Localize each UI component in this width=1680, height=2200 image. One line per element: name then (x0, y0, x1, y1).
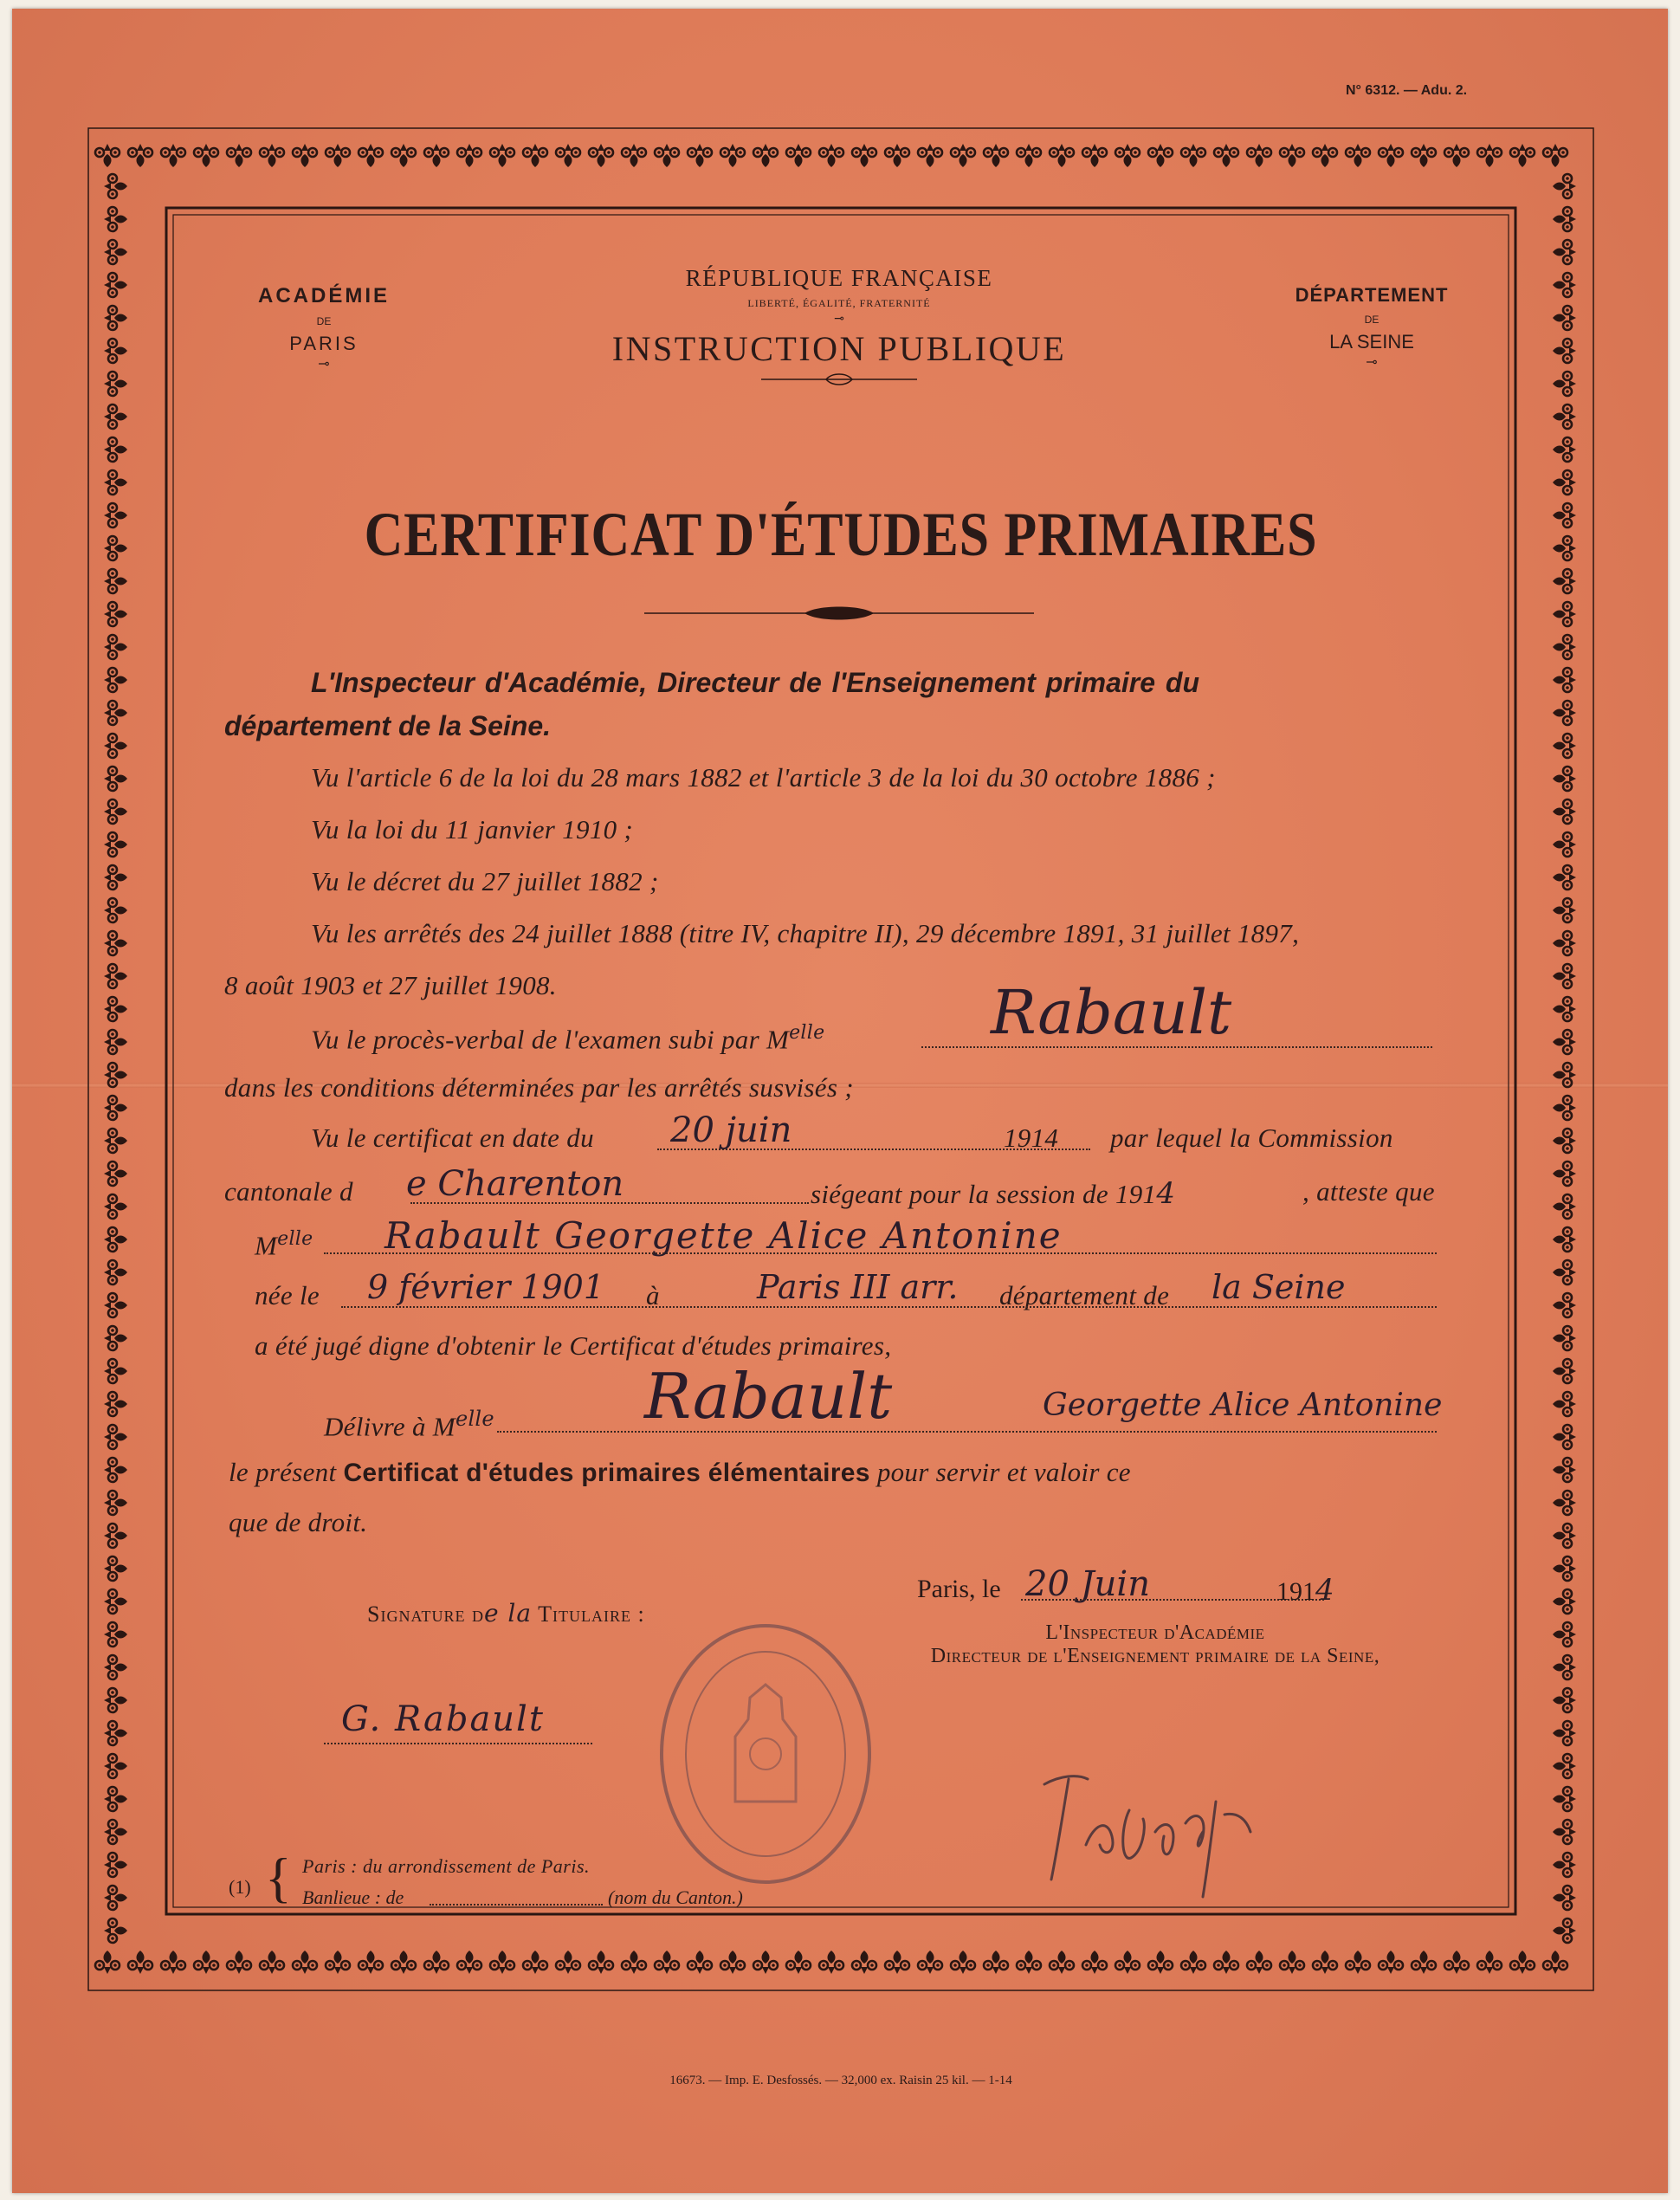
note-line2-b: (nom du Canton.) (608, 1886, 743, 1908)
border-ornament-icon (104, 1556, 127, 1581)
border-ornament-icon (95, 1951, 120, 1974)
border-ornament-icon (104, 832, 127, 857)
vu5-suffix: elle (789, 1022, 825, 1044)
border-ornament-icon (852, 144, 876, 167)
vu5-text: Vu le procès-verbal de l'examen subi par M (311, 1024, 790, 1055)
border-ornament-icon (1148, 144, 1173, 167)
border-ornament-icon (1553, 1688, 1576, 1712)
border-ornament-icon (1553, 1886, 1576, 1910)
border-ornament-icon (104, 668, 127, 692)
border-ornament-icon (293, 1951, 317, 1974)
border-ornament-icon (104, 1622, 127, 1647)
official-stamp (653, 1615, 878, 1893)
cert-line3 (255, 1228, 313, 1261)
vu-clause-4b: 8 août 1903 et 27 juillet 1908. (224, 970, 557, 1000)
signature-label-end: Titulaire : (532, 1601, 645, 1627)
border-ornament-icon (984, 1951, 1008, 1974)
note-marker: (1) (229, 1876, 251, 1898)
border-ornament-icon (104, 1194, 127, 1219)
border-ornament-icon (1553, 1622, 1576, 1647)
border-ornament-icon (1181, 144, 1205, 167)
border-ornament-icon (104, 1721, 127, 1745)
fill-line (324, 1743, 592, 1744)
border-ornament-icon (1313, 144, 1337, 167)
holder-signature: G. Rabault (341, 1699, 545, 1739)
certificate-sheet (12, 9, 1668, 2193)
border-ornament-icon (1553, 767, 1576, 791)
vu-clause-3: Vu le décret du 27 juillet 1882 ; (311, 866, 659, 896)
academy-block (220, 284, 428, 372)
signature-label-handwritten: e la (483, 1599, 533, 1627)
border-ornament-icon (104, 1227, 127, 1252)
border-ornament-icon (104, 1524, 127, 1548)
border-ornament-icon (1553, 1359, 1576, 1383)
border-ornament-icon (104, 1326, 127, 1350)
border-ornament-icon (104, 1392, 127, 1416)
border-ornament-icon (1553, 1392, 1576, 1416)
border-ornament-icon (104, 1161, 127, 1186)
cert-line7 (229, 1457, 1131, 1488)
border-ornament-icon (1082, 144, 1107, 167)
border-ornament-icon (128, 1951, 152, 1974)
republic-label: RÉPUBLIQUE FRANÇAISE (685, 265, 993, 291)
border-ornament-icon (1553, 1293, 1576, 1317)
border-ornament-icon (104, 767, 127, 791)
department-de: DE (1364, 314, 1380, 326)
border-ornament-icon (1181, 1951, 1205, 1974)
border-ornament-icon (95, 144, 120, 167)
note-line2-a: Banlieue : de (302, 1886, 404, 1908)
border-ornament-icon (1553, 1458, 1576, 1482)
border-ornament-icon (1214, 144, 1238, 167)
place-date-label: Paris, le (917, 1575, 1001, 1603)
border-ornament-icon (1553, 1425, 1576, 1449)
border-ornament-icon (885, 1951, 909, 1974)
border-ornament-icon (104, 306, 127, 330)
border-ornament-icon (1543, 144, 1567, 167)
border-ornament-icon (161, 144, 185, 167)
border-ornament-icon (1553, 799, 1576, 824)
vu-clause-5 (311, 1022, 824, 1055)
border-ornament-icon (1553, 536, 1576, 560)
flourish-icon: ⊸ (1366, 355, 1378, 370)
issue-date-handwritten: 20 Juin (1025, 1564, 1150, 1604)
border-ornament-icon (1553, 734, 1576, 758)
mlle-prefix: M (255, 1230, 278, 1261)
exam-year: 1914 (1004, 1123, 1059, 1153)
border-ornament-icon (1543, 1951, 1567, 1974)
border-ornament-icon (104, 701, 127, 725)
border-ornament-icon (104, 470, 127, 495)
border-ornament-icon (1553, 273, 1576, 297)
vu-clause-4a: Vu les arrêtés des 24 juillet 1888 (titre IV, chapitre II), 29 décembre 1891, 31 juillet 1897, (311, 918, 1300, 948)
border-ornament-icon (1313, 1951, 1337, 1974)
border-ornament-icon (104, 174, 127, 198)
border-ornament-icon (128, 144, 152, 167)
border-ornament-icon (1553, 1820, 1576, 1844)
inspector-title (852, 1621, 1458, 1668)
border-ornament-icon (1553, 964, 1576, 988)
border-ornament-icon (1115, 1951, 1140, 1974)
border-ornament-icon (819, 144, 843, 167)
flourish-icon: ⊸ (318, 357, 330, 372)
border-ornament-icon (1346, 144, 1370, 167)
academy-de: DE (316, 315, 332, 327)
border-ornament-icon (589, 144, 613, 167)
recipient-surname-handwritten: Rabault (644, 1360, 893, 1433)
border-ornament-icon (424, 1951, 449, 1974)
signature-label (367, 1599, 645, 1627)
border-ornament-icon (589, 1951, 613, 1974)
candidate-surname-handwritten: Rabault (991, 977, 1232, 1048)
border-ornament-icon (260, 144, 284, 167)
exam-date-handwritten: 20 juin (670, 1110, 792, 1150)
border-ornament-icon (1553, 701, 1576, 725)
border-ornament-icon (1412, 144, 1436, 167)
border-ornament-icon (1553, 865, 1576, 890)
border-ornament-icon (490, 144, 514, 167)
border-ornament-icon (104, 799, 127, 824)
border-ornament-icon (523, 144, 547, 167)
border-ornament-icon (1553, 339, 1576, 363)
mlle-suffix: elle (277, 1228, 313, 1250)
recipient-given-names-handwritten: Georgette Alice Antonine (1043, 1388, 1443, 1423)
border-ornament-icon (1346, 1951, 1370, 1974)
note-line1: Paris : du arrondissement de Paris. (302, 1855, 591, 1877)
border-ornament-icon (951, 1951, 975, 1974)
ministry-label: INSTRUCTION PUBLIQUE (611, 329, 1067, 368)
fill-line (921, 1046, 1432, 1048)
canton-handwritten: e Charenton (406, 1164, 624, 1204)
border-ornament-icon (104, 273, 127, 297)
border-ornament-icon (622, 1951, 646, 1974)
border-ornament-icon (1553, 372, 1576, 396)
border-ornament-icon (424, 144, 449, 167)
vu-clause-6: dans les conditions déterminées par les arrêtés susvisés ; (224, 1072, 854, 1103)
border-ornament-icon (1553, 1491, 1576, 1515)
border-ornament-icon (720, 1951, 745, 1974)
border-ornament-icon (359, 1951, 383, 1974)
border-ornament-icon (104, 1919, 127, 1943)
border-ornament-icon (104, 503, 127, 527)
border-ornament-icon (1553, 569, 1576, 593)
academy-label: ACADÉMIE (257, 284, 390, 307)
full-name-handwritten: Rabault Georgette Alice Antonine (384, 1214, 1063, 1257)
border-ornament-icon (1553, 1721, 1576, 1745)
issue-year (1276, 1573, 1334, 1608)
border-ornament-icon (655, 144, 679, 167)
cert-line2-a: cantonale d (224, 1176, 353, 1207)
border-ornament-icon (104, 931, 127, 955)
certificate-title: CERTIFICAT D'ÉTUDES PRIMAIRES (364, 500, 1318, 569)
birth-date-handwritten: 9 février 1901 (367, 1268, 605, 1306)
fill-line (430, 1904, 603, 1906)
cert-line1-b: par lequel la Commission (1110, 1123, 1393, 1153)
border-ornament-icon (885, 144, 909, 167)
inspector-title-line2: Directeur de l'Enseignement primaire de la Seine, (930, 1645, 1380, 1667)
department-block (1259, 284, 1484, 371)
border-ornament-icon (260, 1951, 284, 1974)
inspector-signature (1034, 1750, 1294, 1923)
department-label: DÉPARTEMENT (1295, 284, 1449, 306)
fill-line (497, 1431, 1437, 1433)
border-ornament-icon (1082, 1951, 1107, 1974)
border-ornament-icon (1247, 1951, 1271, 1974)
border-ornament-icon (359, 144, 383, 167)
department-name: LA SEINE (1329, 331, 1414, 353)
present-text: le présent (229, 1457, 337, 1487)
border-ornament-icon (1553, 1787, 1576, 1811)
birth-department-handwritten: la Seine (1212, 1268, 1346, 1306)
border-ornament-icon (688, 1951, 712, 1974)
border-ornament-icon (1553, 1096, 1576, 1120)
border-ornament-icon (753, 1951, 778, 1974)
border-ornament-icon (161, 1951, 185, 1974)
border-ornament-icon (1553, 931, 1576, 955)
flourish-icon: ⊸ (834, 313, 844, 326)
border-ornament-icon (1553, 832, 1576, 857)
border-ornament-icon (852, 1951, 876, 1974)
border-ornament-icon (1553, 240, 1576, 264)
border-ornament-icon (1477, 1951, 1502, 1974)
border-ornament-icon (326, 144, 350, 167)
border-ornament-icon (1553, 437, 1576, 462)
border-ornament-icon (753, 144, 778, 167)
border-ornament-icon (1115, 144, 1140, 167)
border-ornament-icon (1280, 1951, 1304, 1974)
border-ornament-icon (104, 1129, 127, 1153)
border-ornament-icon (104, 536, 127, 560)
border-ornament-icon (104, 1491, 127, 1515)
border-ornament-icon (104, 997, 127, 1021)
issuer-line1: L'Inspecteur d'Académie, Directeur de l'Enseignement primaire du (311, 667, 1199, 698)
border-ornament-icon (227, 1951, 251, 1974)
border-ornament-icon (391, 1951, 416, 1974)
border-ornament-icon (1553, 1227, 1576, 1252)
title-divider (644, 603, 1034, 624)
border-ornament-icon (1553, 1919, 1576, 1943)
border-ornament-icon (1553, 1754, 1576, 1778)
purpose-text: pour servir et valoir ce (876, 1457, 1131, 1487)
border-ornament-icon (1444, 144, 1469, 167)
border-ornament-icon (786, 1951, 811, 1974)
border-ornament-icon (104, 1853, 127, 1877)
border-ornament-icon (457, 144, 481, 167)
border-ornament-icon (622, 144, 646, 167)
cert-line4-c: département de (999, 1280, 1170, 1310)
border-ornament-icon (1553, 1030, 1576, 1054)
border-ornament-icon (1553, 404, 1576, 429)
border-ornament-icon (104, 1293, 127, 1317)
border-ornament-icon (1553, 1161, 1576, 1186)
academy-city: PARIS (289, 333, 359, 354)
border-ornament-icon (1553, 470, 1576, 495)
border-ornament-icon (1553, 668, 1576, 692)
border-ornament-icon (1510, 144, 1535, 167)
border-ornament-icon (104, 1425, 127, 1449)
border-ornament-icon (1553, 1063, 1576, 1087)
border-ornament-icon (1553, 174, 1576, 198)
border-ornament-icon (1553, 1326, 1576, 1350)
border-ornament-icon (104, 569, 127, 593)
cert-line2-b (811, 1176, 1175, 1211)
issuer-line2: département de la Seine. (224, 710, 552, 741)
republic-motto: LIBERTÉ, ÉGALITÉ, FRATERNITÉ (747, 297, 931, 309)
session-year-handwritten: 4 (1156, 1176, 1176, 1211)
border-ornament-icon (1017, 1951, 1041, 1974)
issue-year-handwritten: 4 (1315, 1573, 1334, 1608)
border-ornament-icon (104, 1754, 127, 1778)
border-ornament-icon (1379, 1951, 1403, 1974)
border-ornament-icon (104, 635, 127, 659)
delivered-mlle-suffix: elle (455, 1407, 494, 1431)
border-ornament-icon (984, 144, 1008, 167)
border-ornament-icon (391, 144, 416, 167)
border-ornament-icon (918, 1951, 942, 1974)
border-ornament-icon (227, 144, 251, 167)
border-ornament-icon (1553, 503, 1576, 527)
border-ornament-icon (556, 1951, 580, 1974)
border-ornament-icon (1553, 207, 1576, 231)
border-ornament-icon (104, 240, 127, 264)
border-ornament-icon (1412, 1951, 1436, 1974)
fill-line (324, 1252, 1437, 1254)
border-ornament-icon (1280, 144, 1304, 167)
border-ornament-icon (326, 1951, 350, 1974)
border-ornament-icon (293, 144, 317, 167)
border-ornament-icon (104, 437, 127, 462)
cert-line4-b: à (646, 1280, 660, 1310)
border-ornament-icon (1553, 1556, 1576, 1581)
border-ornament-icon (104, 339, 127, 363)
fill-line (410, 1202, 809, 1204)
delivered-to-text: Délivre à M (324, 1411, 456, 1442)
border-ornament-icon (104, 1886, 127, 1910)
border-ornament-icon (194, 1951, 218, 1974)
border-ornament-icon (104, 372, 127, 396)
border-ornament-icon (1214, 1951, 1238, 1974)
border-ornament-icon (1050, 1951, 1074, 1974)
border-ornament-icon (819, 1951, 843, 1974)
border-ornament-icon (1379, 144, 1403, 167)
border-ornament-icon (104, 602, 127, 626)
border-ornament-icon (104, 1030, 127, 1054)
border-ornament-icon (104, 1688, 127, 1712)
border-ornament-icon (104, 964, 127, 988)
cert-line4-a: née le (255, 1280, 320, 1310)
border-ornament-icon (104, 734, 127, 758)
border-ornament-icon (1017, 144, 1041, 167)
border-ornament-icon (1553, 1655, 1576, 1679)
fill-line (341, 1306, 1437, 1308)
border-ornament-icon (951, 144, 975, 167)
border-ornament-icon (104, 1787, 127, 1811)
border-ornament-icon (104, 865, 127, 890)
border-ornament-icon (104, 1589, 127, 1614)
border-ornament-icon (1553, 898, 1576, 922)
border-ornament-icon (104, 898, 127, 922)
vu-clause-1: Vu l'article 6 de la loi du 28 mars 1882 et l'article 3 de la loi du 30 octobre 1886 ; (311, 762, 1216, 793)
border-ornament-icon (1553, 635, 1576, 659)
signature-label-text: Signature d (367, 1601, 484, 1627)
cert-line8: que de droit. (229, 1507, 368, 1537)
border-ornament-icon (104, 1063, 127, 1087)
border-ornament-icon (523, 1951, 547, 1974)
border-ornament-icon (104, 1260, 127, 1284)
border-ornament-icon (786, 144, 811, 167)
border-ornament-icon (1477, 144, 1502, 167)
border-ornament-icon (490, 1951, 514, 1974)
border-ornament-icon (1553, 997, 1576, 1021)
cert-line1-a: Vu le certificat en date du (311, 1123, 594, 1153)
brace-glyph: { (265, 1847, 292, 1908)
border-ornament-icon (918, 144, 942, 167)
border-ornament-icon (104, 1655, 127, 1679)
border-ornament-icon (457, 1951, 481, 1974)
republic-block (497, 265, 1181, 394)
border-ornament-icon (1553, 306, 1576, 330)
cert-line6 (324, 1407, 494, 1442)
border-ornament-icon (655, 1951, 679, 1974)
border-ornament-icon (104, 404, 127, 429)
border-ornament-icon (1553, 1853, 1576, 1877)
printer-imprint: 16673. — Imp. E. Desfossés. — 32,000 ex. Raisin 25 kil. — 1-14 (669, 2074, 1012, 2087)
border-ornament-icon (1553, 1524, 1576, 1548)
border-ornament-icon (104, 1458, 127, 1482)
border-ornament-icon (1553, 1589, 1576, 1614)
border-ornament-icon (1510, 1951, 1535, 1974)
certificate-type: Certificat d'études primaires élémentaires (343, 1459, 870, 1487)
border-ornament-icon (1553, 1260, 1576, 1284)
border-ornament-icon (1050, 144, 1074, 167)
border-ornament-icon (1553, 602, 1576, 626)
session-text: siégeant pour la session de 191 (811, 1179, 1157, 1209)
inspector-title-line1: L'Inspecteur d'Académie (1045, 1621, 1265, 1644)
border-ornament-icon (104, 207, 127, 231)
cert-line5: a été jugé digne d'obtenir le Certificat d'études primaires, (255, 1330, 892, 1361)
border-ornament-icon (194, 144, 218, 167)
issue-year-printed: 191 (1276, 1577, 1315, 1606)
divider-ornament (753, 369, 926, 390)
border-ornament-icon (1553, 1129, 1576, 1153)
border-ornament-icon (1444, 1951, 1469, 1974)
vu-clause-2: Vu la loi du 11 janvier 1910 ; (311, 814, 634, 844)
form-number: N° 6312. — Adu. 2. (1346, 83, 1468, 98)
border-ornament-icon (1148, 1951, 1173, 1974)
border-ornament-icon (556, 144, 580, 167)
border-ornament-icon (1553, 1194, 1576, 1219)
border-ornament-icon (104, 1359, 127, 1383)
border-ornament-icon (104, 1820, 127, 1844)
border-ornament-icon (104, 1096, 127, 1120)
border-ornament-icon (688, 144, 712, 167)
birth-place-handwritten: Paris III arr. (757, 1268, 959, 1306)
border-ornament-icon (1247, 144, 1271, 167)
border-ornament-icon (720, 144, 745, 167)
cert-line2-c: , atteste que (1302, 1176, 1435, 1207)
